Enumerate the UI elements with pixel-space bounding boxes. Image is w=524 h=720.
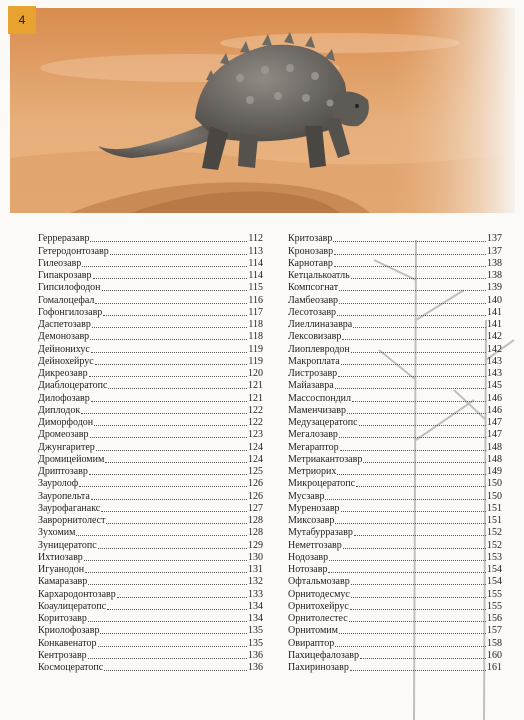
- entry-page-number: 125: [248, 466, 263, 477]
- entry-name: Лиоплевродон: [288, 343, 350, 355]
- index-entry: [288, 244, 502, 256]
- entry-name: Нодозавр: [288, 551, 329, 563]
- entry-name: Метриакантозавр: [288, 453, 363, 465]
- index-entry: [38, 514, 263, 526]
- index-entry: [288, 514, 502, 526]
- index-entry: [38, 575, 263, 587]
- entry-page-number: 136: [248, 649, 263, 661]
- dot-leader: [91, 351, 248, 353]
- entry-name: Дикреозавр: [38, 368, 88, 379]
- entry-page-number: 143: [487, 368, 502, 379]
- entry-name: Орнитодесмус: [288, 588, 350, 600]
- entry-name: Метриорих: [288, 466, 337, 477]
- entry-name: Гипакрозавр: [38, 270, 92, 281]
- entry-page-number: 120: [248, 368, 263, 379]
- entry-name: Гофонгилозавр: [38, 306, 103, 318]
- entry-page-number: 126: [248, 490, 263, 502]
- entry-page-number: 121: [248, 392, 263, 404]
- entry-page-number: 124: [248, 453, 263, 465]
- index-entry: [38, 428, 263, 440]
- entry-page-number: 131: [248, 564, 263, 575]
- entry-name: Мегалозавр: [288, 429, 338, 441]
- dot-leader: [84, 559, 247, 561]
- dinosaur-illustration: [10, 8, 515, 213]
- index-entry: [38, 624, 263, 636]
- dot-leader: [98, 645, 247, 647]
- index-entry: [288, 379, 502, 391]
- entry-page-number: 146: [487, 404, 502, 416]
- index-entry: [288, 257, 502, 269]
- entry-name: Дейнонихус: [38, 343, 90, 355]
- species-index: [38, 232, 518, 672]
- index-entry: [288, 587, 502, 599]
- entry-name: Орнитохейрус: [288, 600, 349, 612]
- entry-page-number: 148: [487, 453, 502, 465]
- index-entry: [38, 404, 263, 416]
- dot-leader: [85, 571, 247, 573]
- entry-page-number: 145: [487, 380, 502, 392]
- entry-page-number: 115: [248, 282, 263, 294]
- index-entry: [38, 440, 263, 452]
- dot-leader: [88, 583, 247, 585]
- entry-name: Пахиринозавр: [288, 662, 349, 673]
- dot-leader: [76, 534, 247, 536]
- entry-page-number: 150: [487, 490, 502, 502]
- dot-leader: [100, 632, 247, 634]
- entry-page-number: 160: [487, 649, 502, 661]
- entry-name: Муренозавр: [288, 502, 340, 514]
- index-entry: [288, 526, 502, 538]
- index-entry: [38, 330, 263, 342]
- dot-leader: [81, 412, 247, 414]
- index-entry: [38, 453, 263, 465]
- entry-page-number: 130: [248, 551, 263, 563]
- index-entry: [288, 465, 502, 477]
- dot-leader: [356, 485, 486, 487]
- dot-leader: [341, 510, 486, 512]
- entry-page-number: 134: [248, 613, 263, 624]
- dot-leader: [89, 375, 247, 377]
- dot-leader: [90, 240, 247, 242]
- index-entry: [288, 489, 502, 501]
- dot-leader: [334, 253, 486, 255]
- dot-leader: [94, 424, 247, 426]
- entry-name: Камаразавр: [38, 576, 88, 588]
- dot-leader: [341, 363, 486, 365]
- index-entry: [288, 404, 502, 416]
- index-entry: [38, 269, 263, 281]
- entry-page-number: 158: [487, 637, 502, 649]
- entry-name: Зуницератопс: [38, 539, 97, 551]
- entry-page-number: 132: [248, 576, 263, 588]
- index-entry: [288, 600, 502, 612]
- index-entry: [288, 318, 502, 330]
- entry-name: Кентрозавр: [38, 649, 87, 661]
- index-entry: [38, 281, 263, 293]
- entry-page-number: 118: [248, 319, 263, 330]
- index-entry: [38, 489, 263, 501]
- index-entry: [38, 416, 263, 428]
- dot-leader: [93, 277, 248, 279]
- dot-leader: [90, 338, 247, 340]
- entry-page-number: 141: [487, 306, 502, 318]
- entry-page-number: 150: [487, 478, 502, 490]
- index-column-right: [288, 232, 502, 673]
- entry-page-number: 123: [248, 429, 263, 441]
- index-entry: [38, 293, 263, 305]
- dot-leader: [351, 596, 486, 598]
- entry-page-number: 149: [487, 466, 502, 477]
- entry-name: Майазавра: [288, 380, 334, 392]
- entry-page-number: 138: [487, 270, 502, 281]
- entry-page-number: 124: [248, 441, 263, 453]
- dot-leader: [91, 498, 247, 500]
- dot-leader: [90, 436, 247, 438]
- dot-leader: [353, 326, 486, 328]
- entry-page-number: 151: [487, 515, 502, 526]
- index-entry: [38, 367, 263, 379]
- entry-name: Кархародонтозавр: [38, 588, 116, 600]
- entry-name: Лесотозавр: [288, 306, 337, 318]
- entry-name: Мусзавр: [288, 490, 325, 502]
- entry-name: Орнитолестес: [288, 613, 348, 624]
- dot-leader: [333, 240, 486, 242]
- dot-leader: [110, 253, 248, 255]
- dot-leader: [79, 485, 247, 487]
- entry-name: Карнотавр: [288, 257, 333, 269]
- entry-name: Критозавр: [288, 233, 333, 245]
- index-entry: [38, 612, 263, 624]
- dot-leader: [351, 583, 486, 585]
- entry-page-number: 137: [487, 233, 502, 245]
- index-entry: [288, 367, 502, 379]
- entry-page-number: 153: [487, 551, 502, 563]
- index-entry: [288, 661, 502, 673]
- index-entry: [38, 587, 263, 599]
- entry-name: Лексовизавр: [288, 331, 342, 343]
- entry-page-number: 135: [248, 637, 263, 649]
- dot-leader: [335, 387, 486, 389]
- entry-page-number: 154: [487, 576, 502, 588]
- index-entry: [38, 538, 263, 550]
- entry-page-number: 139: [487, 282, 502, 294]
- entry-name: Космоцератопс: [38, 662, 104, 673]
- index-entry: [288, 538, 502, 550]
- dot-leader: [105, 461, 247, 463]
- entry-page-number: 119: [248, 343, 263, 355]
- page-number-badge: 4: [8, 6, 36, 34]
- entry-name: Офтальмозавр: [288, 576, 350, 588]
- index-entry: [288, 306, 502, 318]
- index-entry: [288, 391, 502, 403]
- index-entry: [288, 355, 502, 367]
- dot-leader: [88, 620, 247, 622]
- dot-leader: [103, 314, 247, 316]
- entry-page-number: 148: [487, 441, 502, 453]
- index-entry: [288, 428, 502, 440]
- entry-name: Зауропельта: [38, 490, 90, 502]
- entry-name: Неметгозавр: [288, 539, 342, 551]
- entry-name: Конкавенатор: [38, 637, 97, 649]
- entry-name: Овираптор: [288, 637, 335, 649]
- index-entry: [38, 465, 263, 477]
- dot-leader: [350, 669, 486, 671]
- index-entry: [38, 342, 263, 354]
- entry-page-number: 151: [487, 502, 502, 514]
- entry-page-number: 119: [248, 355, 263, 367]
- dot-leader: [337, 314, 486, 316]
- entry-name: Дриптозавр: [38, 466, 88, 477]
- index-entry: [38, 551, 263, 563]
- dot-leader: [106, 522, 247, 524]
- entry-page-number: 143: [487, 355, 502, 367]
- index-entry: [288, 232, 502, 244]
- dot-leader: [339, 289, 486, 291]
- dot-leader: [328, 571, 486, 573]
- entry-name: Зухомим: [38, 527, 76, 539]
- entry-page-number: 161: [487, 662, 502, 673]
- dot-leader: [96, 449, 247, 451]
- entry-page-number: 137: [487, 245, 502, 257]
- entry-page-number: 118: [248, 331, 263, 343]
- index-entry: [288, 440, 502, 452]
- index-entry: [38, 477, 263, 489]
- entry-page-number: 155: [487, 600, 502, 612]
- entry-name: Кронозавр: [288, 245, 334, 257]
- index-column-left: [38, 232, 263, 673]
- index-entry: [38, 502, 263, 514]
- dot-leader: [82, 265, 247, 267]
- entry-page-number: 141: [487, 319, 502, 330]
- dot-leader: [339, 632, 486, 634]
- dot-leader: [339, 436, 486, 438]
- dot-leader: [338, 375, 486, 377]
- entry-name: Миксозавр: [288, 515, 335, 526]
- entry-page-number: 128: [248, 527, 263, 539]
- entry-name: Микроцератопс: [288, 478, 356, 490]
- entry-name: Макроплата: [288, 355, 340, 367]
- entry-name: Джунгаритер: [38, 441, 95, 453]
- index-entry: [288, 563, 502, 575]
- index-entry: [288, 612, 502, 624]
- entry-page-number: 112: [248, 233, 263, 245]
- index-entry: [38, 244, 263, 256]
- entry-name: Компсогнат: [288, 282, 339, 294]
- entry-name: Нотозавр: [288, 564, 328, 575]
- entry-page-number: 114: [248, 257, 263, 269]
- index-entry: [288, 342, 502, 354]
- dot-leader: [350, 608, 486, 610]
- entry-name: Дилофозавр: [38, 392, 90, 404]
- dot-leader: [359, 424, 486, 426]
- entry-name: Пахицефалозавр: [288, 649, 360, 661]
- entry-name: Массоспондил: [288, 392, 352, 404]
- entry-page-number: 136: [248, 662, 263, 673]
- entry-page-number: 154: [487, 564, 502, 575]
- index-entry: [288, 477, 502, 489]
- entry-page-number: 152: [487, 539, 502, 551]
- index-entry: [288, 649, 502, 661]
- entry-name: Диплодок: [38, 404, 81, 416]
- entry-name: Даспетозавр: [38, 319, 91, 330]
- index-entry: [288, 453, 502, 465]
- entry-name: Мутабурразавр: [288, 527, 353, 539]
- index-entry: [38, 649, 263, 661]
- entry-page-number: 121: [248, 380, 263, 392]
- entry-page-number: 157: [487, 625, 502, 637]
- entry-page-number: 135: [248, 625, 263, 637]
- entry-name: Ламбеозавр: [288, 294, 339, 306]
- dot-leader: [117, 596, 247, 598]
- index-entry: [288, 502, 502, 514]
- entry-name: Мегараптор: [288, 441, 339, 453]
- index-entry: [288, 575, 502, 587]
- entry-name: Криолофозавр: [38, 625, 100, 637]
- entry-page-number: 142: [487, 331, 502, 343]
- dot-leader: [329, 559, 486, 561]
- index-entry: [38, 661, 263, 673]
- dot-leader: [95, 302, 247, 304]
- dinosaur-scene-icon: [10, 8, 515, 213]
- entry-name: Зауролоф: [38, 478, 79, 490]
- dot-leader: [98, 547, 247, 549]
- entry-page-number: 126: [248, 478, 263, 490]
- dot-leader: [351, 277, 486, 279]
- entry-name: Кетцалькоатль: [288, 270, 350, 281]
- entry-name: Заврорнитолест: [38, 515, 106, 526]
- dot-leader: [339, 302, 486, 304]
- index-entry: [38, 563, 263, 575]
- index-entry: [288, 416, 502, 428]
- entry-name: Игуанодон: [38, 564, 85, 575]
- entry-page-number: 142: [487, 343, 502, 355]
- index-entry: [38, 636, 263, 648]
- entry-name: Лиеллиназавра: [288, 319, 353, 330]
- dot-leader: [104, 669, 247, 671]
- entry-page-number: 146: [487, 392, 502, 404]
- entry-name: Дейнохейрус: [38, 355, 94, 367]
- entry-page-number: 122: [248, 404, 263, 416]
- entry-name: Гилеозавр: [38, 257, 82, 269]
- dot-leader: [351, 351, 486, 353]
- entry-name: Гипсилофодон: [38, 282, 101, 294]
- dot-leader: [354, 534, 486, 536]
- entry-page-number: 147: [487, 429, 502, 441]
- entry-page-number: 129: [248, 539, 263, 551]
- index-entry: [38, 526, 263, 538]
- entry-name: Заурофаганакс: [38, 502, 101, 514]
- entry-name: Дромицейомим: [38, 453, 105, 465]
- entry-name: Демонозавр: [38, 331, 90, 343]
- entry-page-number: 117: [248, 306, 263, 318]
- dot-leader: [102, 289, 248, 291]
- entry-page-number: 140: [487, 294, 502, 306]
- entry-name: Коаулицератопс: [38, 600, 107, 612]
- dot-leader: [88, 657, 247, 659]
- entry-page-number: 138: [487, 257, 502, 269]
- dot-leader: [107, 608, 247, 610]
- entry-page-number: 147: [487, 417, 502, 428]
- dot-leader: [89, 473, 247, 475]
- index-entry: [288, 624, 502, 636]
- dot-leader: [337, 473, 486, 475]
- index-entry: [38, 355, 263, 367]
- entry-name: Дромеозавр: [38, 429, 89, 441]
- entry-page-number: 114: [248, 270, 263, 281]
- dot-leader: [108, 387, 247, 389]
- dot-leader: [349, 620, 486, 622]
- dot-leader: [91, 400, 247, 402]
- dot-leader: [347, 412, 486, 414]
- index-entry: [38, 391, 263, 403]
- dot-leader: [92, 326, 248, 328]
- dot-leader: [325, 498, 486, 500]
- dot-leader: [95, 363, 248, 365]
- entry-page-number: 134: [248, 600, 263, 612]
- entry-page-number: 116: [248, 294, 263, 306]
- index-entry: [288, 551, 502, 563]
- index-entry: [38, 232, 263, 244]
- index-entry: [288, 636, 502, 648]
- entry-name: Маменчизавр: [288, 404, 346, 416]
- entry-name: Гомалоцефал: [38, 294, 95, 306]
- entry-name: Диаблоцератопс: [38, 380, 108, 392]
- entry-name: Гетеродонтозавр: [38, 245, 109, 257]
- dot-leader: [360, 657, 486, 659]
- dot-leader: [335, 522, 486, 524]
- entry-name: Коритозавр: [38, 613, 87, 624]
- index-entry: [38, 318, 263, 330]
- dot-leader: [363, 461, 486, 463]
- index-entry: [38, 306, 263, 318]
- index-entry: [38, 257, 263, 269]
- index-entry: [38, 379, 263, 391]
- dot-leader: [340, 449, 486, 451]
- entry-page-number: 113: [248, 245, 263, 257]
- entry-name: Герреразавр: [38, 233, 90, 245]
- entry-page-number: 127: [248, 502, 263, 514]
- index-entry: [288, 330, 502, 342]
- dot-leader: [101, 510, 247, 512]
- dot-leader: [342, 338, 486, 340]
- entry-name: Листрозавр: [288, 368, 338, 379]
- entry-name: Орнитомим: [288, 625, 338, 637]
- index-entry: [38, 600, 263, 612]
- entry-page-number: 156: [487, 613, 502, 624]
- index-entry: [288, 269, 502, 281]
- entry-page-number: 128: [248, 515, 263, 526]
- dot-leader: [335, 645, 486, 647]
- dot-leader: [352, 400, 486, 402]
- entry-name: Медузацератопс: [288, 417, 358, 428]
- index-entry: [288, 293, 502, 305]
- entry-name: Диморфодон: [38, 417, 94, 428]
- index-entry: [288, 281, 502, 293]
- entry-page-number: 133: [248, 588, 263, 600]
- entry-page-number: 152: [487, 527, 502, 539]
- dot-leader: [343, 547, 486, 549]
- entry-page-number: 155: [487, 588, 502, 600]
- entry-name: Ихтиозавр: [38, 551, 83, 563]
- entry-page-number: 122: [248, 417, 263, 428]
- dot-leader: [334, 265, 486, 267]
